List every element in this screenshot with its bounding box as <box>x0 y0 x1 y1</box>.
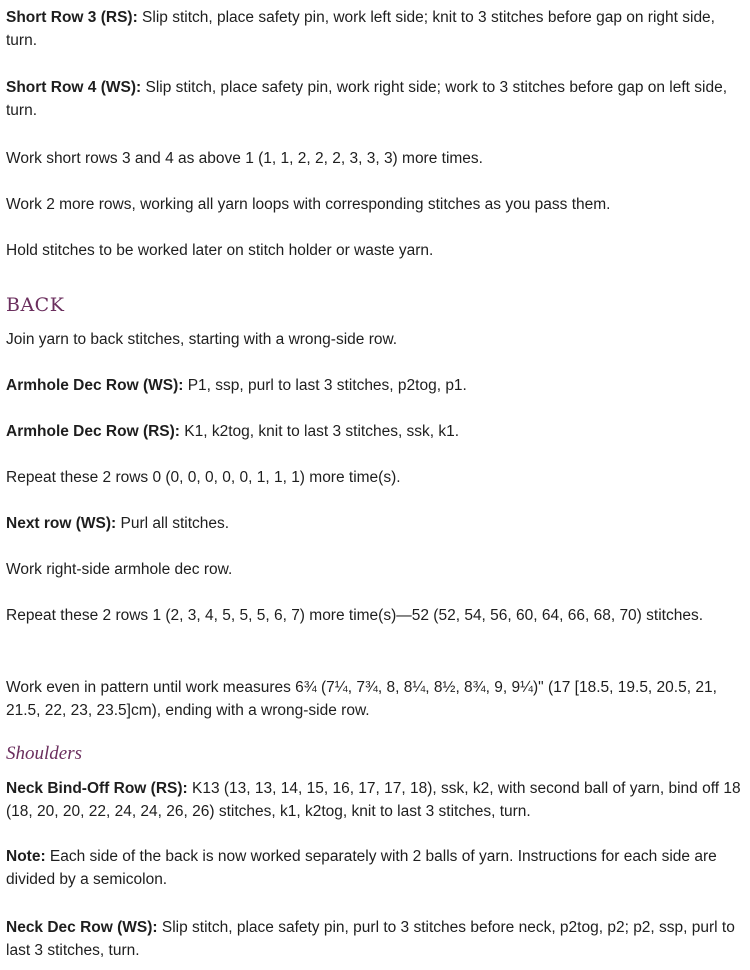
shoulders-heading: Shoulders <box>6 743 82 764</box>
armhole-dec-ws <box>6 374 467 397</box>
neck-dec-ws-text: Slip stitch, place safety pin, purl to 3 stitches before neck, p2tog, p2; p2, ssp, purl to last 3 stitches, turn. <box>6 919 735 959</box>
armhole-dec-rs-label: Armhole Dec Row (RS): <box>6 423 180 440</box>
work-even: Work even in pattern until work measures 6¾ (7¼, 7¾, 8, 8¼, 8½, 8¾, 9, 9¼)" (17 [18.5, 19.5, 20.5, 21, 21.5, 22, 23, 23.5]cm), ending with a wrong-side row. <box>6 679 717 719</box>
armhole-dec-ws-text: P1, ssp, purl to last 3 stitches, p2tog, p1. <box>183 377 467 394</box>
armhole-dec-rs <box>6 420 459 443</box>
short-row-4 <box>6 76 748 122</box>
next-row-label: Next row (WS): <box>6 515 117 532</box>
armhole-dec-ws-label: Armhole Dec Row (WS): <box>6 377 184 394</box>
work-short-rows: Work short rows 3 and 4 as above 1 (1, 1, 2, 2, 2, 3, 3, 3) more times. <box>6 150 483 167</box>
note-label: Note: <box>6 848 46 865</box>
join-yarn: Join yarn to back stitches, starting with a wrong-side row. <box>6 331 398 348</box>
short-row-4-text: Slip stitch, place safety pin, work right side; work to 3 stitches before gap on left side, turn. <box>6 79 728 119</box>
short-row-4-label: Short Row 4 (WS): <box>6 79 142 96</box>
next-row-text: Purl all stitches. <box>116 515 230 532</box>
neck-bind-off-text: K13 (13, 13, 14, 15, 16, 17, 17, 18), ssk, k2, with second ball of yarn, bind off 18 (18, 20, 20, 22, 24, 24, 26, 26) stitches, k1, k2tog, knit to last 3 stitches, turn. <box>6 780 741 820</box>
short-row-3 <box>6 6 744 52</box>
note-text: Each side of the back is now worked separately with 2 balls of yarn. Instructions for each side are divided by a semicolon. <box>6 848 717 888</box>
hold-stitches: Hold stitches to be worked later on stitch holder or waste yarn. <box>6 242 434 259</box>
short-row-3-label: Short Row 3 (RS): <box>6 9 138 26</box>
short-row-3-text: Slip stitch, place safety pin, work left side; knit to 3 stitches before gap on right side, turn. <box>6 9 715 49</box>
neck-dec-ws-label: Neck Dec Row (WS): <box>6 919 158 936</box>
repeat-rows-0: Repeat these 2 rows 0 (0, 0, 0, 0, 0, 1, 1, 1) more time(s). <box>6 469 401 486</box>
neck-bind-off-label: Neck Bind-Off Row (RS): <box>6 780 188 797</box>
next-row <box>6 512 229 535</box>
repeat-rows-1: Repeat these 2 rows 1 (2, 3, 4, 5, 5, 5, 6, 7) more time(s)—52 (52, 54, 56, 60, 64, 66, 68, 70) stitches. <box>6 607 704 624</box>
neck-bind-off-row <box>6 777 748 823</box>
armhole-dec-rs-text: K1, k2tog, knit to last 3 stitches, ssk, k1. <box>179 423 460 440</box>
back-heading: BACK <box>6 294 65 316</box>
note <box>6 845 718 891</box>
work-2-more-rows: Work 2 more rows, working all yarn loops with corresponding stitches as you pass them. <box>6 196 611 213</box>
work-rs-armhole: Work right-side armhole dec row. <box>6 561 233 578</box>
neck-dec-ws <box>6 916 748 962</box>
